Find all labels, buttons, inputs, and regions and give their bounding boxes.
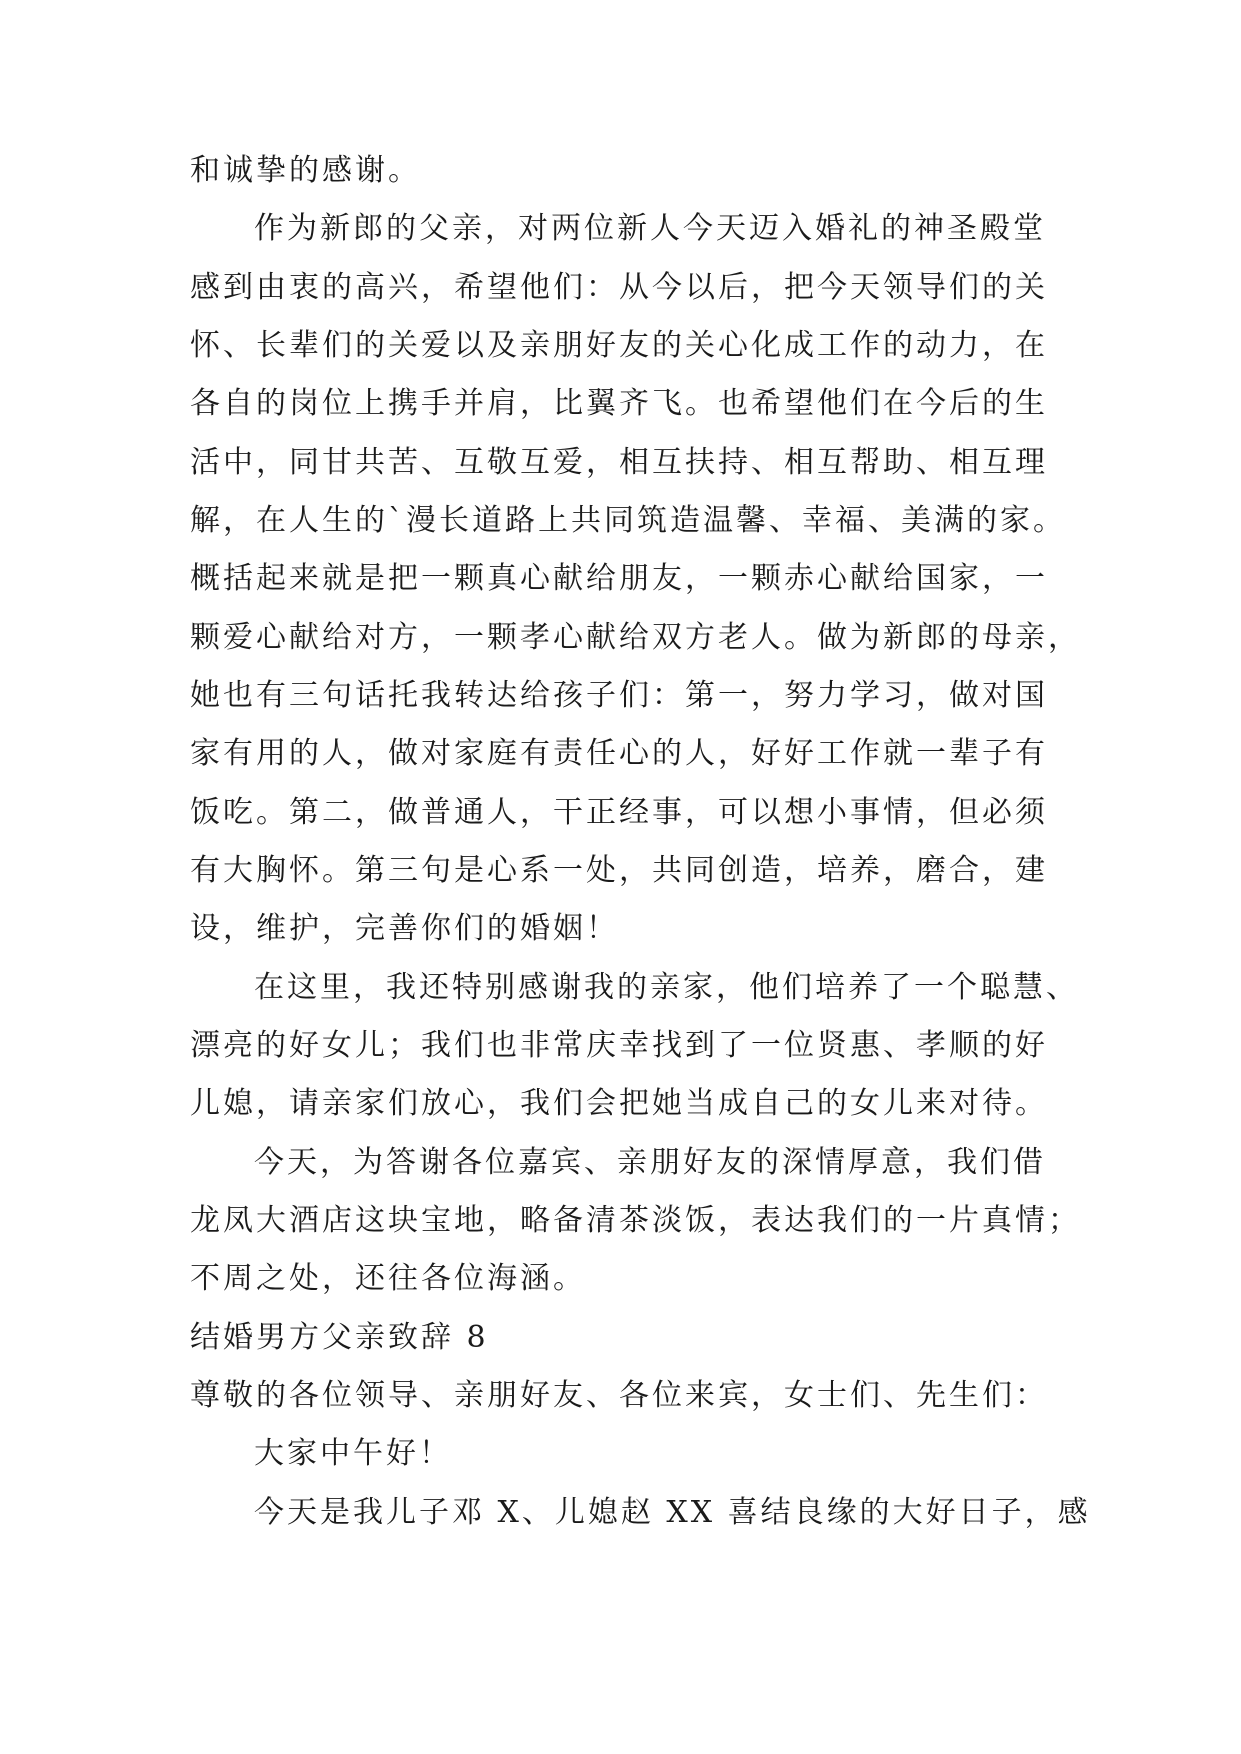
paragraph-line: 活中，同甘共苦、互敬互爱，相互扶持、相互帮助、相互理 bbox=[190, 445, 1048, 480]
paragraph-line: 作为新郎的父亲，对两位新人今天迈入婚礼的神圣殿堂 bbox=[254, 211, 1046, 246]
paragraph-line: 和诚挚的感谢。 bbox=[190, 153, 421, 188]
paragraph-line: 在这里，我还特别感谢我的亲家，他们培养了一个聪慧、 bbox=[254, 970, 1079, 1005]
section-heading: 结婚男方父亲致辞 8 bbox=[190, 1320, 489, 1355]
paragraph-line: 颗爱心献给对方，一颗孝心献给双方老人。做为新郎的母亲， bbox=[190, 620, 1081, 655]
paragraph-line: 解，在人生的`漫长道路上共同筑造温馨、幸福、美满的家。 bbox=[190, 503, 1066, 538]
paragraph-line: 饭吃。第二，做普通人，干正经事，可以想小事情，但必须 bbox=[190, 795, 1048, 830]
paragraph-line: 各自的岗位上携手并肩，比翼齐飞。也希望他们在今后的生 bbox=[190, 386, 1048, 421]
paragraph-line: 设，维护，完善你们的婚姻！ bbox=[190, 911, 619, 946]
paragraph-line: 家有用的人，做对家庭有责任心的人，好好工作就一辈子有 bbox=[190, 736, 1048, 771]
paragraph-line: 概括起来就是把一颗真心献给朋友，一颗赤心献给国家，一 bbox=[190, 561, 1048, 596]
paragraph-line: 感到由衷的高兴，希望他们：从今以后，把今天领导们的关 bbox=[190, 270, 1048, 305]
paragraph-line: 龙凤大酒店这块宝地，略备清茶淡饭，表达我们的一片真情； bbox=[190, 1203, 1081, 1238]
greeting-line: 大家中午好！ bbox=[254, 1436, 452, 1471]
paragraph-line: 怀、长辈们的关爱以及亲朋好友的关心化成工作的动力，在 bbox=[190, 328, 1048, 363]
paragraph-line: 漂亮的好女儿；我们也非常庆幸找到了一位贤惠、孝顺的好 bbox=[190, 1028, 1048, 1063]
paragraph-line: 今天，为答谢各位嘉宾、亲朋好友的深情厚意，我们借 bbox=[254, 1145, 1046, 1180]
paragraph-line: 她也有三句话托我转达给孩子们：第一，努力学习，做对国 bbox=[190, 678, 1048, 713]
salutation-line: 尊敬的各位领导、亲朋好友、各位来宾，女士们、先生们： bbox=[190, 1378, 1048, 1413]
paragraph-line: 儿媳，请亲家们放心，我们会把她当成自己的女儿来对待。 bbox=[190, 1086, 1048, 1121]
paragraph-line: 有大胸怀。第三句是心系一处，共同创造，培养，磨合，建 bbox=[190, 853, 1048, 888]
paragraph-line: 今天是我儿子邓 X、儿媳赵 XX 喜结良缘的大好日子，感 bbox=[254, 1495, 1091, 1530]
paragraph-line: 不周之处，还往各位海涵。 bbox=[190, 1261, 586, 1296]
